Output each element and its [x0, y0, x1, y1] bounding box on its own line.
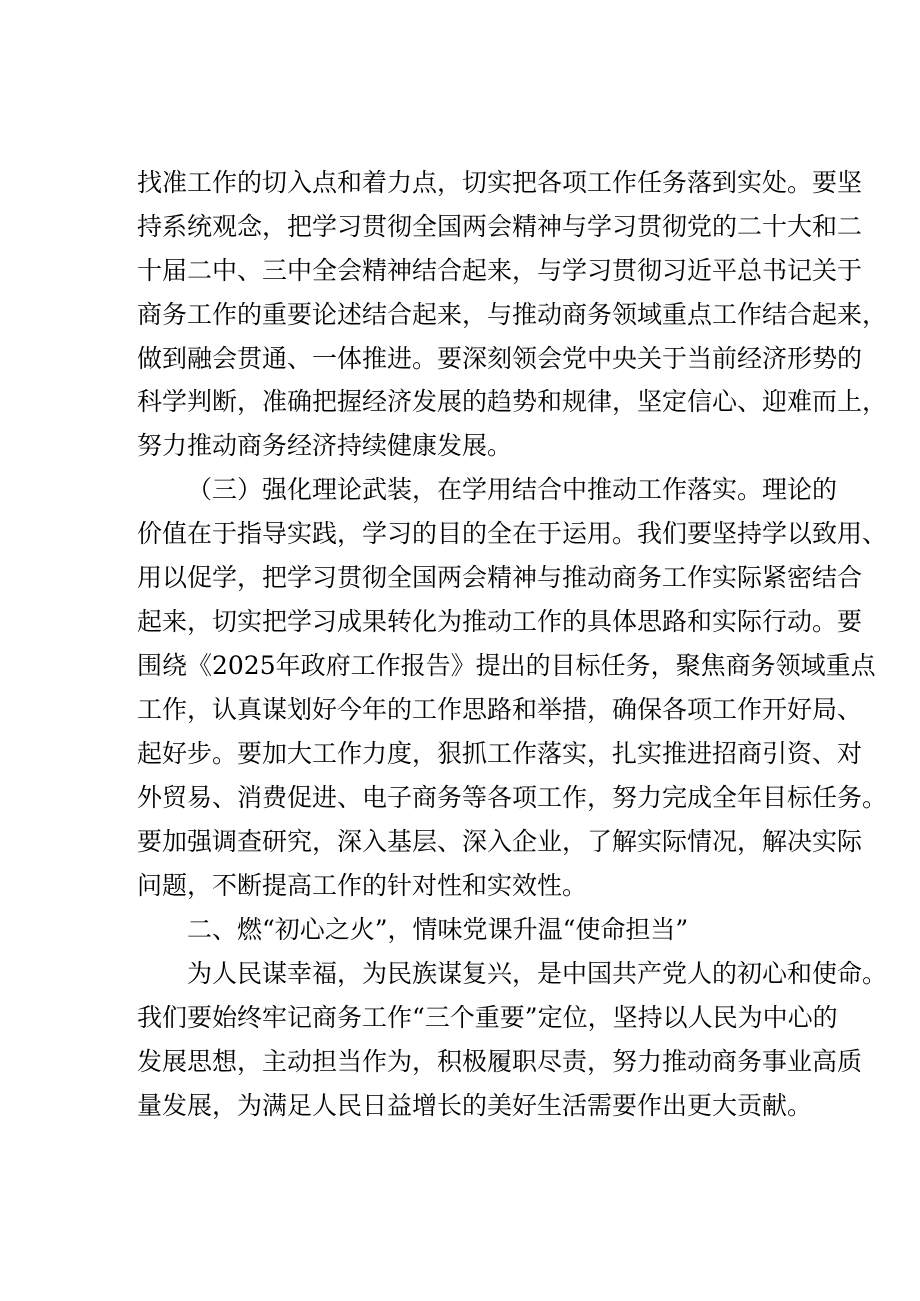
paragraph-2-line: （三）强化理论武装，在学用结合中推动工作落实。理论的 [187, 475, 838, 504]
paragraph-2-line: 用以促学，把学习贯彻全国两会精神与推动商务工作实际紧密结合 [137, 563, 863, 592]
paragraph-2-line: 起来，切实把学习成果转化为推动工作的具体思路和实际行动。要 [137, 607, 863, 636]
paragraph-2-line: 工作，认真谋划好今年的工作思路和举措，确保各项工作开好局、 [137, 695, 863, 724]
paragraph-1-line: 十届二中、三中全会精神结合起来，与学习贯彻习近平总书记关于 [137, 256, 863, 285]
paragraph-3-line: 发展思想，主动担当作为，积极履职尽责，努力推动商务事业高质 [137, 1047, 863, 1076]
paragraph-1-line: 科学判断，准确把握经济发展的趋势和规律，坚定信心、迎难而上， [137, 387, 888, 416]
paragraph-2-line: 价值在于指导实践，学习的目的全在于运用。我们要坚持学以致用、 [137, 519, 888, 548]
paragraph-1-line: 商务工作的重要论述结合起来，与推动商务领域重点工作结合起来， [137, 300, 888, 329]
paragraph-1-line: 持系统观念，把学习贯彻全国两会精神与学习贯彻党的二十大和二 [137, 212, 863, 241]
paragraph-1-line: 做到融会贯通、一体推进。要深刻领会党中央关于当前经济形势的 [137, 344, 863, 373]
paragraph-2-line: 起好步。要加大工作力度，狠抓工作落实，扎实推进招商引资、对 [137, 739, 863, 768]
paragraph-1-line: 找准工作的切入点和着力点，切实把各项工作任务落到实处。要坚 [137, 168, 863, 197]
paragraph-3-line: 为人民谋幸福，为民族谋复兴，是中国共产党人的初心和使命。 [187, 959, 888, 988]
paragraph-2-line: 要加强调查研究，深入基层、深入企业，了解实际情况，解决实际 [137, 827, 863, 856]
paragraph-1-line: 努力推动商务经济持续健康发展。 [137, 431, 513, 460]
paragraph-3-line: 我们要始终牢记商务工作“三个重要”定位，坚持以人民为中心的 [137, 1003, 838, 1032]
paragraph-2-line: 问题，不断提高工作的针对性和实效性。 [137, 871, 588, 900]
paragraph-2-line: 围绕《2025年政府工作报告》提出的目标任务，聚焦商务领域重点 [137, 651, 876, 680]
paragraph-2-line: 外贸易、消费促进、电子商务等各项工作，努力完成全年目标任务。 [137, 783, 888, 812]
paragraph-3-line: 量发展，为满足人民日益增长的美好生活需要作出更大贡献。 [137, 1091, 813, 1120]
section-heading: 二、燃“初心之火”，情味党课升温“使命担当” [187, 915, 689, 944]
